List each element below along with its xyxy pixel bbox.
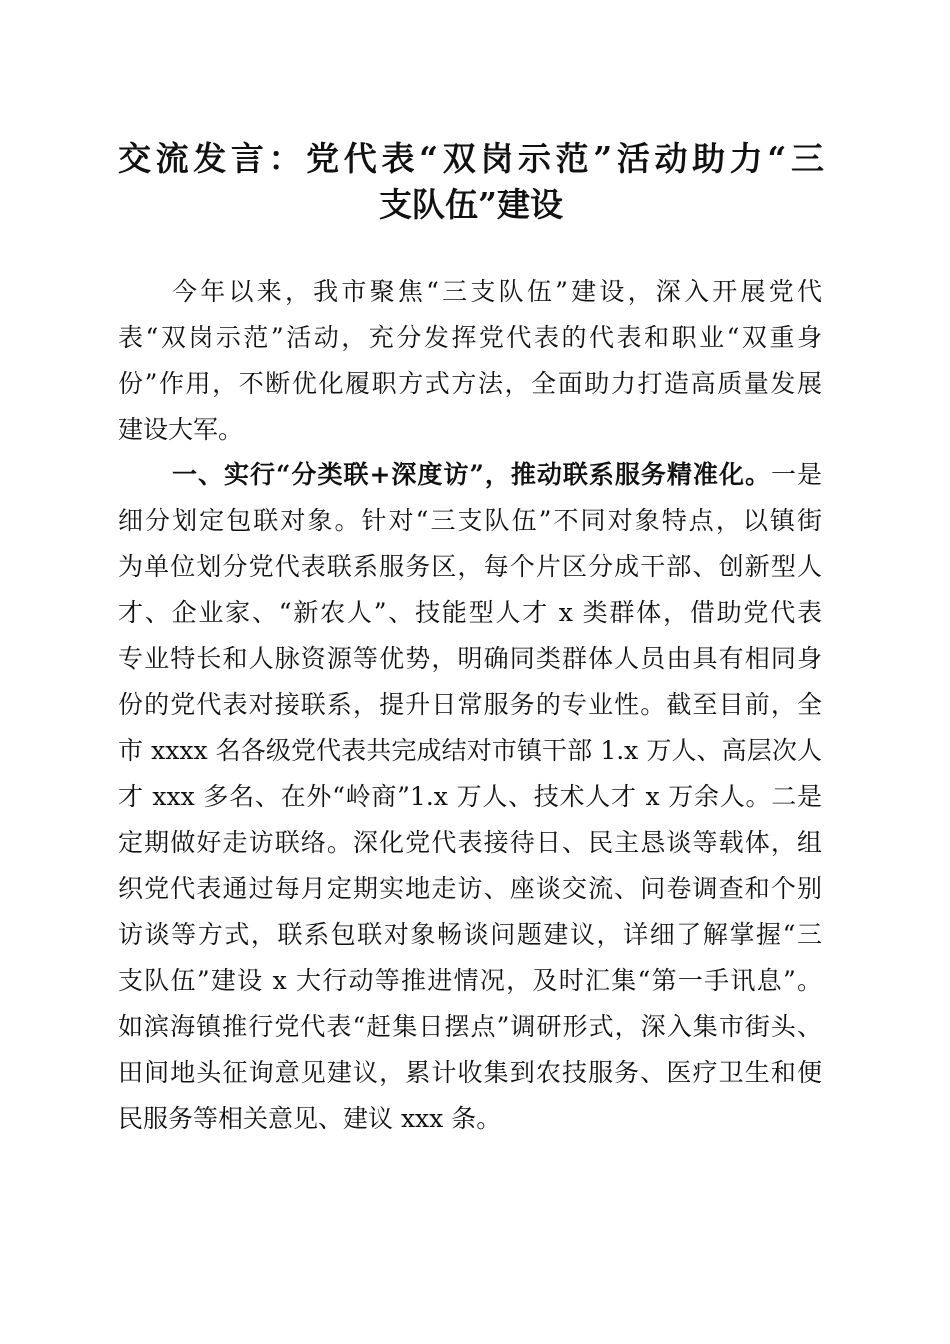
text-line: 支队伍”建设 x 大行动等推进情况，及时汇集“第一手讯息”。 (118, 966, 822, 995)
text-line: 织党代表通过每月定期实地走访、座谈交流、问卷调查和个别 (118, 874, 822, 903)
text-line: 细分划定包联对象。针对“三支队伍”不同对象特点，以镇街 (118, 506, 822, 535)
text-line: 如滨海镇推行党代表“赶集日摆点”调研形式，深入集市街头、 (118, 1012, 822, 1041)
text-line: 市 xxxx 名各级党代表共完成结对市镇干部 1.x 万人、高层次人 (118, 736, 822, 765)
text-line: 建设大军。 (118, 415, 244, 444)
text-line: 份的党代表对接联系，提升日常服务的专业性。截至目前，全 (118, 690, 822, 719)
text-line: 为单位划分党代表联系服务区，每个片区分成干部、创新型人 (118, 552, 822, 581)
section-heading-line (118, 452, 822, 498)
paragraph-section-one (118, 452, 822, 1142)
document-title-line-1: 交流发言：党代表“双岗示范”活动助力“三 (118, 139, 824, 178)
text-line: 田间地头征询意见建议，累计收集到农技服务、医疗卫生和便 (118, 1058, 822, 1087)
text-line: 才、企业家、“新农人”、技能型人才 x 类群体，借助党代表 (118, 598, 822, 627)
text-line: 定期做好走访联络。深化党代表接待日、民主恳谈等载体，组 (118, 828, 822, 857)
section-heading: 一、实行“分类联+深度访”，推动联系服务精准化。 (172, 460, 771, 489)
text-line: 份”作用，不断优化履职方式方法，全面助力打造高质量发展 (118, 369, 822, 398)
text-line: 今年以来，我市聚焦“三支队伍”建设，深入开展党代 (172, 277, 822, 306)
text-line: 访谈等方式，联系包联对象畅谈问题建议，详细了解掌握“三 (118, 920, 822, 949)
text-line: 专业特长和人脉资源等优势，明确同类群体人员由具有相同身 (118, 644, 822, 673)
paragraph-intro (118, 269, 822, 453)
text-line: 表“双岗示范”活动，充分发挥党代表的代表和职业“双重身 (118, 323, 822, 352)
text-line: 才 xxx 多名、在外“岭商”1.x 万人、技术人才 x 万余人。二是 (118, 782, 822, 811)
text-line: 民服务等相关意见、建议 xxx 条。 (118, 1104, 502, 1133)
document-title-line-2: 支队伍”建设 (379, 185, 563, 224)
text-span: 一是 (770, 460, 822, 489)
